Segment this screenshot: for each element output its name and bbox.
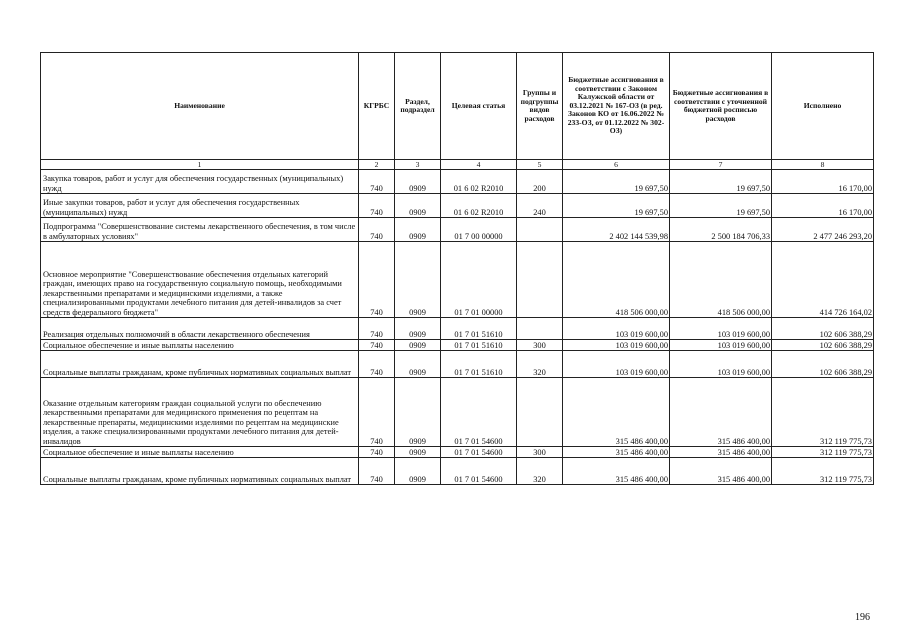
column-number-row [41, 160, 874, 170]
row-name: Реализация отдельных полномочий в области лекарственного обеспечения [41, 318, 359, 340]
row-section: 0909 [395, 242, 441, 318]
column-number: 1 [41, 160, 359, 170]
header-groups: Группы и подгруппы видов расходов [517, 53, 563, 160]
header-kgrbs: КГРБС [359, 53, 395, 160]
row-section: 0909 [395, 340, 441, 351]
row-name: Подпрограмма "Совершенствование системы лекарственного обеспечения, в том числе в амбулаторных условиях" [41, 218, 359, 242]
row-budget-law: 315 486 400,00 [563, 458, 670, 485]
row-name: Социальные выплаты гражданам, кроме публичных нормативных социальных выплат [41, 458, 359, 485]
row-group: 320 [517, 458, 563, 485]
row-budget-refined: 19 697,50 [670, 194, 772, 218]
header-executed: Исполнено [772, 53, 874, 160]
row-section: 0909 [395, 218, 441, 242]
row-section: 0909 [395, 447, 441, 458]
column-number: 2 [359, 160, 395, 170]
row-budget-law: 315 486 400,00 [563, 447, 670, 458]
header-budget-refined: Бюджетные ассигнования в соответствии с уточненной бюджетной росписью расходов [670, 53, 772, 160]
row-budget-refined: 2 500 184 706,33 [670, 218, 772, 242]
row-group: 300 [517, 340, 563, 351]
table-row [41, 351, 874, 378]
row-group: 300 [517, 447, 563, 458]
table-row [41, 218, 874, 242]
row-kgrbs: 740 [359, 340, 395, 351]
row-kgrbs: 740 [359, 170, 395, 194]
row-kgrbs: 740 [359, 242, 395, 318]
row-section: 0909 [395, 194, 441, 218]
row-kgrbs: 740 [359, 458, 395, 485]
table-row [41, 340, 874, 351]
row-section: 0909 [395, 318, 441, 340]
row-budget-law: 103 019 600,00 [563, 318, 670, 340]
row-group [517, 218, 563, 242]
row-executed: 102 606 388,29 [772, 351, 874, 378]
row-kgrbs: 740 [359, 194, 395, 218]
row-kgrbs: 740 [359, 447, 395, 458]
row-target: 01 7 01 54600 [441, 378, 517, 447]
header-row [41, 53, 874, 160]
row-group: 320 [517, 351, 563, 378]
row-executed: 312 119 775,73 [772, 447, 874, 458]
row-target: 01 7 00 00000 [441, 218, 517, 242]
row-group [517, 318, 563, 340]
row-executed: 312 119 775,73 [772, 378, 874, 447]
column-number: 5 [517, 160, 563, 170]
table-row [41, 378, 874, 447]
row-kgrbs: 740 [359, 318, 395, 340]
row-name: Основное мероприятие "Совершенствование обеспечения отдельных категорий граждан, имеющих право на государственную социальную помощь, необходимыми лекарственными препаратами и медицинскими изделиями, а также специализированными продуктами лечебного питания для детей-инвалидов за счет средств федерального бюджета" [41, 242, 359, 318]
row-executed: 312 119 775,73 [772, 458, 874, 485]
page-number: 196 [855, 612, 870, 623]
row-target: 01 7 01 51610 [441, 340, 517, 351]
row-group: 200 [517, 170, 563, 194]
row-group: 240 [517, 194, 563, 218]
table-row [41, 458, 874, 485]
row-target: 01 7 01 51610 [441, 318, 517, 340]
row-target: 01 6 02 R2010 [441, 194, 517, 218]
row-budget-law: 19 697,50 [563, 170, 670, 194]
row-group [517, 378, 563, 447]
row-budget-refined: 418 506 000,00 [670, 242, 772, 318]
row-executed: 102 606 388,29 [772, 340, 874, 351]
row-target: 01 7 01 00000 [441, 242, 517, 318]
row-target: 01 7 01 54600 [441, 458, 517, 485]
row-section: 0909 [395, 458, 441, 485]
row-group [517, 242, 563, 318]
row-executed: 102 606 388,29 [772, 318, 874, 340]
column-number: 3 [395, 160, 441, 170]
header-name: Наименование [41, 53, 359, 160]
row-budget-refined: 315 486 400,00 [670, 378, 772, 447]
row-target: 01 7 01 54600 [441, 447, 517, 458]
row-section: 0909 [395, 170, 441, 194]
row-executed: 414 726 164,02 [772, 242, 874, 318]
row-budget-law: 103 019 600,00 [563, 340, 670, 351]
table-row [41, 318, 874, 340]
header-target: Целевая статья [441, 53, 517, 160]
table-row [41, 447, 874, 458]
row-kgrbs: 740 [359, 351, 395, 378]
row-name: Социальное обеспечение и иные выплаты населению [41, 447, 359, 458]
table-row [41, 242, 874, 318]
row-budget-refined: 103 019 600,00 [670, 351, 772, 378]
row-target: 01 6 02 R2010 [441, 170, 517, 194]
row-name: Оказание отдельным категориям граждан социальной услуги по обеспечению лекарственными препаратами для медицинского применения по рецептам на лекарственные препараты, медицинскими изделиями по рецептам на медицинские изделия, а также специализированными продуктами лечебного питания для детей-инвалидов [41, 378, 359, 447]
row-executed: 16 170,00 [772, 170, 874, 194]
row-budget-refined: 19 697,50 [670, 170, 772, 194]
row-kgrbs: 740 [359, 218, 395, 242]
table-row [41, 194, 874, 218]
row-budget-law: 418 506 000,00 [563, 242, 670, 318]
row-section: 0909 [395, 351, 441, 378]
header-budget-law: Бюджетные ассигнования в соответствии с Законом Калужской области от 03.12.2021 № 167-ОЗ (в ред. Законов КО от 16.06.2022 № 233-ОЗ, от 01.12.2022 № 302-ОЗ) [563, 53, 670, 160]
row-budget-refined: 103 019 600,00 [670, 318, 772, 340]
column-number: 6 [563, 160, 670, 170]
column-number: 4 [441, 160, 517, 170]
row-section: 0909 [395, 378, 441, 447]
row-name: Социальное обеспечение и иные выплаты населению [41, 340, 359, 351]
row-budget-law: 2 402 144 539,98 [563, 218, 670, 242]
row-budget-refined: 315 486 400,00 [670, 447, 772, 458]
row-executed: 16 170,00 [772, 194, 874, 218]
budget-table [40, 52, 874, 485]
row-name: Иные закупки товаров, работ и услуг для обеспечения государственных (муниципальных) нужд [41, 194, 359, 218]
header-section: Раздел, подраздел [395, 53, 441, 160]
column-number: 7 [670, 160, 772, 170]
row-budget-refined: 315 486 400,00 [670, 458, 772, 485]
row-name: Социальные выплаты гражданам, кроме публичных нормативных социальных выплат [41, 351, 359, 378]
row-executed: 2 477 246 293,20 [772, 218, 874, 242]
row-budget-law: 19 697,50 [563, 194, 670, 218]
column-number: 8 [772, 160, 874, 170]
row-kgrbs: 740 [359, 378, 395, 447]
row-budget-law: 315 486 400,00 [563, 378, 670, 447]
table-row [41, 170, 874, 194]
row-target: 01 7 01 51610 [441, 351, 517, 378]
row-name: Закупка товаров, работ и услуг для обеспечения государственных (муниципальных) нужд [41, 170, 359, 194]
row-budget-law: 103 019 600,00 [563, 351, 670, 378]
row-budget-refined: 103 019 600,00 [670, 340, 772, 351]
